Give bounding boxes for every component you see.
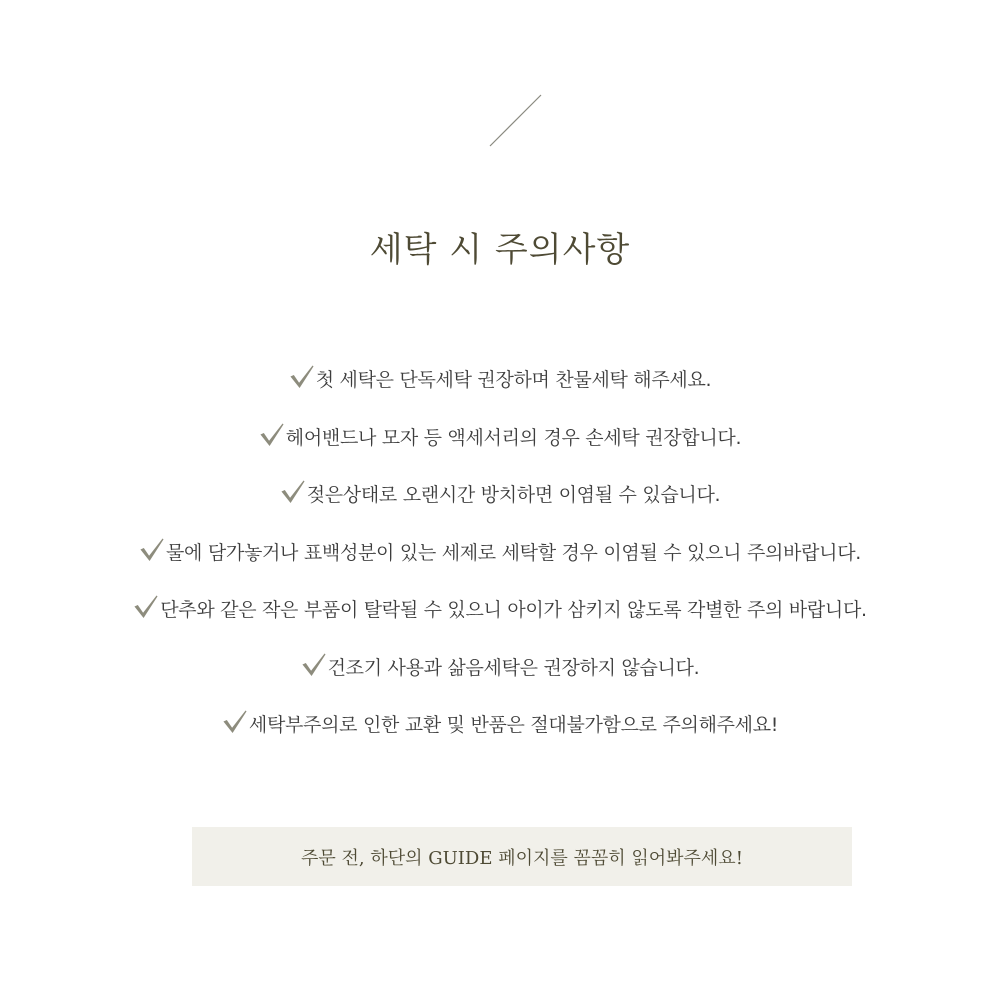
guide-banner-text: 주문 전, 하단의 GUIDE 페이지를 꼼꼼히 읽어봐주세요! bbox=[301, 847, 743, 869]
checkmark-icon bbox=[259, 422, 284, 447]
list-item bbox=[0, 523, 1000, 581]
list-item bbox=[0, 695, 1000, 753]
guide-banner bbox=[192, 827, 852, 886]
list-item bbox=[0, 580, 1000, 638]
notice-text: 세탁부주의로 인한 교환 및 반품은 절대불가함으로 주의해주세요! bbox=[248, 714, 779, 737]
notice-text: 건조기 사용과 삶음세탁은 권장하지 않습니다. bbox=[327, 656, 700, 679]
notice-text: 젖은상태로 오랜시간 방치하면 이염될 수 있습니다. bbox=[306, 484, 721, 507]
page-title: 세탁 시 주의사항 bbox=[369, 230, 631, 270]
list-item bbox=[0, 465, 1000, 523]
checkmark-icon bbox=[222, 709, 247, 734]
list-item bbox=[0, 638, 1000, 696]
checkmark-icon bbox=[133, 594, 158, 619]
list-item bbox=[0, 350, 1000, 408]
checkmark-icon bbox=[289, 364, 314, 389]
care-notice-list bbox=[0, 350, 1000, 753]
diagonal-line-icon bbox=[488, 94, 544, 148]
notice-text: 물에 담가놓거나 표백성분이 있는 세제로 세탁할 경우 이염될 수 있으니 주의바랍니다. bbox=[165, 541, 862, 564]
checkmark-icon bbox=[280, 479, 305, 504]
checkmark-icon bbox=[301, 652, 326, 677]
notice-text: 헤어밴드나 모자 등 액세서리의 경우 손세탁 권장합니다. bbox=[285, 426, 742, 449]
notice-text: 첫 세탁은 단독세탁 권장하며 찬물세탁 해주세요. bbox=[315, 369, 712, 392]
checkmark-icon bbox=[139, 537, 164, 562]
notice-text: 단추와 같은 작은 부품이 탈락될 수 있으니 아이가 삼키지 않도록 각별한 주의 바랍니다. bbox=[160, 599, 867, 622]
list-item bbox=[0, 408, 1000, 466]
